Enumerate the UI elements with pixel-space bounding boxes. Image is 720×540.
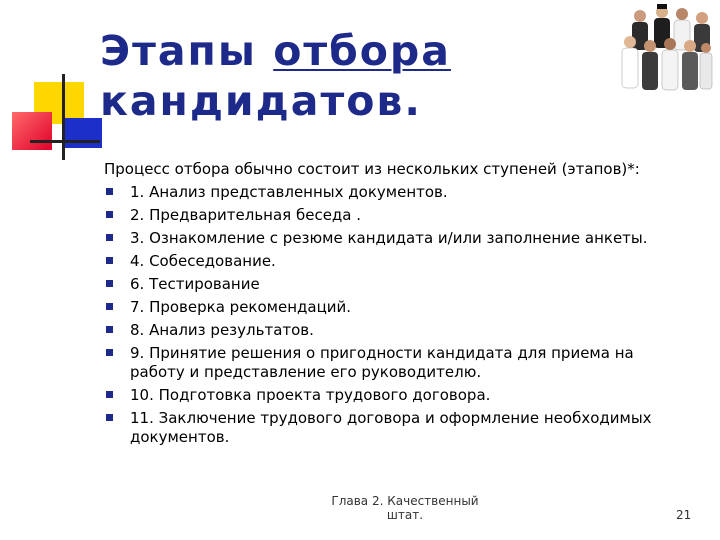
- list-item: [104, 344, 684, 382]
- list-item-text: 1. Анализ представленных документов.: [130, 183, 448, 201]
- list-item: [104, 206, 684, 225]
- stages-list: [104, 183, 684, 447]
- bullet-icon: [106, 303, 113, 310]
- list-item-text: 9. Принятие решения о пригодности кандидата для приема на работу и представление его руководителю.: [130, 344, 634, 381]
- bullet-icon: [106, 414, 113, 421]
- slide-body: [104, 160, 684, 451]
- list-item: [104, 229, 684, 248]
- decor-vertical-line: [62, 74, 65, 160]
- bullet-icon: [106, 349, 113, 356]
- bullet-icon: [106, 391, 113, 398]
- page-number: 21: [676, 508, 692, 522]
- decor-red-square: [12, 112, 52, 150]
- bullet-icon: [106, 211, 113, 218]
- list-item-text: 11. Заключение трудового договора и оформление необходимых документов.: [130, 409, 652, 446]
- list-item-text: 3. Ознакомление с резюме кандидата и/или заполнение анкеты.: [130, 229, 648, 247]
- title-link[interactable]: отбора: [273, 27, 451, 75]
- bullet-icon: [106, 280, 113, 287]
- list-item-text: 8. Анализ результатов.: [130, 321, 314, 339]
- decor-blue-square: [62, 118, 102, 148]
- list-item-text: 6. Тестирование: [130, 275, 260, 293]
- list-item-text: 4. Собеседование.: [130, 252, 276, 270]
- footer-text: Глава 2. Качественный штат.: [331, 494, 479, 522]
- list-item-text: 10. Подготовка проекта трудового договора.: [130, 386, 491, 404]
- list-item: [104, 183, 684, 202]
- bullet-icon: [106, 234, 113, 241]
- list-item-text: 2. Предварительная беседа .: [130, 206, 362, 224]
- title-text-end: кандидатов.: [100, 77, 422, 125]
- list-item-text: 7. Проверка рекомендаций.: [130, 298, 352, 316]
- bullet-icon: [106, 188, 113, 195]
- title-text-start: Этапы: [100, 27, 274, 75]
- list-item: [104, 386, 684, 405]
- list-item: [104, 298, 684, 317]
- bullet-icon: [106, 257, 113, 264]
- slide-title: [100, 26, 600, 126]
- staff-group-photo: [618, 2, 714, 94]
- bullet-icon: [106, 326, 113, 333]
- list-item: [104, 321, 684, 340]
- list-item: [104, 252, 684, 271]
- decor-horizontal-line: [30, 140, 100, 143]
- list-item: [104, 409, 684, 447]
- intro-text: Процесс отбора обычно состоит из нескольких ступеней (этапов)*:: [104, 160, 640, 178]
- list-item: [104, 275, 684, 294]
